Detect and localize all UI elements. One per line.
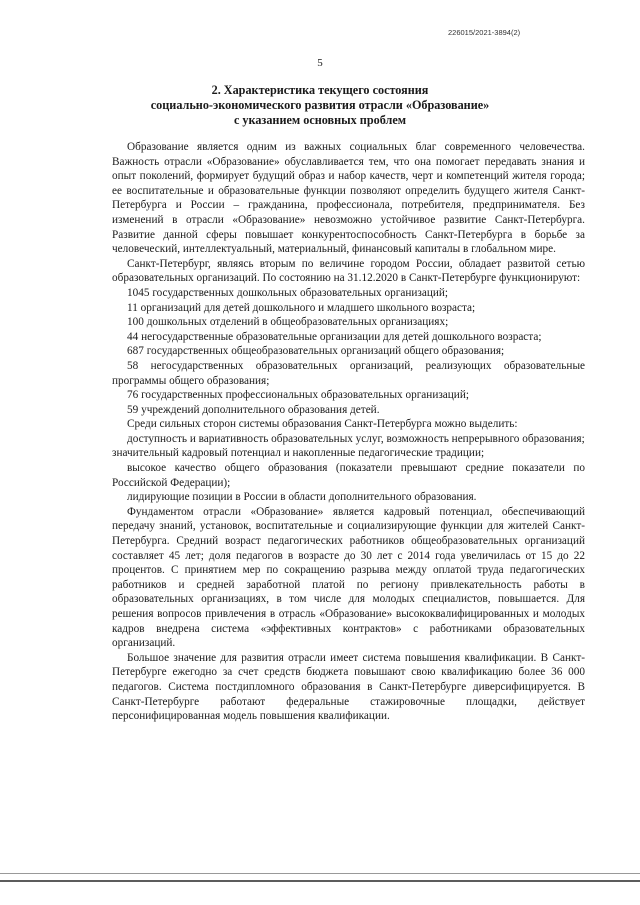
document-body bbox=[112, 140, 585, 724]
section-heading-line-2: социально-экономического развития отрасли «Образование» bbox=[150, 98, 490, 112]
scan-edge-line bbox=[0, 873, 640, 874]
list-item: высокое качество общего образования (показатели превышают средние показатели по Российской Федерации); bbox=[112, 462, 585, 489]
list-item: доступность и вариативность образовательных услуг, возможность непрерывного образования; bbox=[127, 432, 585, 445]
paragraph-staff: Фундаментом отрасли «Образование» является кадровый потенциал, обеспечивающий передачу знаний, установок, воспитательные и социализирующие функции для жителей Санкт-Петербурга. Средний возраст педагогических работников общеобразовательных организаций составляет 45 лет; доля педагогов в возрасте до 30 лет с 2014 года увеличилась от 15 до 22 процентов. С принятием мер по сокращению разрыва между оплатой труда педагогических работников и средней заработной платой по региону привлекательность работы в образовательных организациях, в том числе для молодых специалистов, повышается. Для решения вопросов привлечения в отрасль «Образование» высококвалифицированных и молодых кадров внедрена система «эффективных контрактов» с работниками образовательных организаций. bbox=[112, 505, 585, 650]
paragraph-qualification: Большое значение для развития отрасли имеет система повышения квалификации. В Санкт-Петербурге ежегодно за счет средств бюджета повышают свою квалификацию более 36 000 педагогов. Система постдипломного образования в Санкт-Петербурге диверсифицируется. В Санкт-Петербурге работают федеральные стажировочные площадки, действует персонифицированная модель повышения квалификации. bbox=[112, 651, 585, 723]
paragraph-intro: Образование является одним из важных социальных благ современного человечества. Важность отрасли «Образование» обуславливается тем, что она помогает передавать знания и опыт поколений, формирует будущий образ и набор качеств, черт и компетенций жителя города; ее воспитательные и образовательные функции позволяют определить будущего жителя Санкт-Петербурга и России – гражданина, профессионала, потребителя, предпринимателя. Без изменений в отрасли «Образование» невозможно устойчивое развитие Санкт-Петербурга. Развитие данной сферы повышает конкурентоспособность Санкт-Петербурга в борьбе за человеческий, интеллектуальный, материальный, финансовый капиталы в глобальном мире. bbox=[112, 141, 585, 256]
list-item: 687 государственных общеобразовательных организаций общего образования; bbox=[127, 345, 505, 358]
list-item: 1045 государственных дошкольных образовательных организаций; bbox=[127, 286, 449, 299]
section-heading bbox=[0, 83, 640, 128]
scan-bottom-border bbox=[0, 880, 640, 882]
section-heading-line-3: с указанием основных проблем bbox=[233, 113, 407, 127]
paragraph-network: Санкт-Петербург, являясь вторым по величине городом России, обладает развитой сетью образовательных организаций. По состоянию на 31.12.2020 в Санкт-Петербурге функционируют: bbox=[112, 257, 585, 285]
page-number: 5 bbox=[317, 57, 323, 69]
list-item: 11 организаций для детей дошкольного и младшего школьного возраста; bbox=[127, 301, 476, 314]
list-item: лидирующие позиции в России в области дополнительного образования. bbox=[127, 491, 477, 504]
section-heading-line-1: 2. Характеристика текущего состояния bbox=[211, 83, 429, 97]
list-item: 59 учреждений дополнительного образования детей. bbox=[127, 403, 380, 416]
paragraph-strengths: Среди сильных сторон системы образования Санкт-Петербурга можно выделить: bbox=[127, 418, 518, 431]
list-item: 100 дошкольных отделений в общеобразовательных организациях; bbox=[127, 316, 449, 329]
list-item: значительный кадровый потенциал и накопленные педагогические традиции; bbox=[112, 447, 485, 460]
list-item: 58 негосударственных образовательных организаций, реализующих образовательные программы общего образования; bbox=[112, 359, 585, 387]
list-item: 76 государственных профессиональных образовательных организаций; bbox=[127, 389, 469, 402]
document-id: 226015/2021-3894(2) bbox=[448, 28, 521, 37]
list-item: 44 негосударственные образовательные организации для детей дошкольного возраста; bbox=[127, 330, 542, 343]
